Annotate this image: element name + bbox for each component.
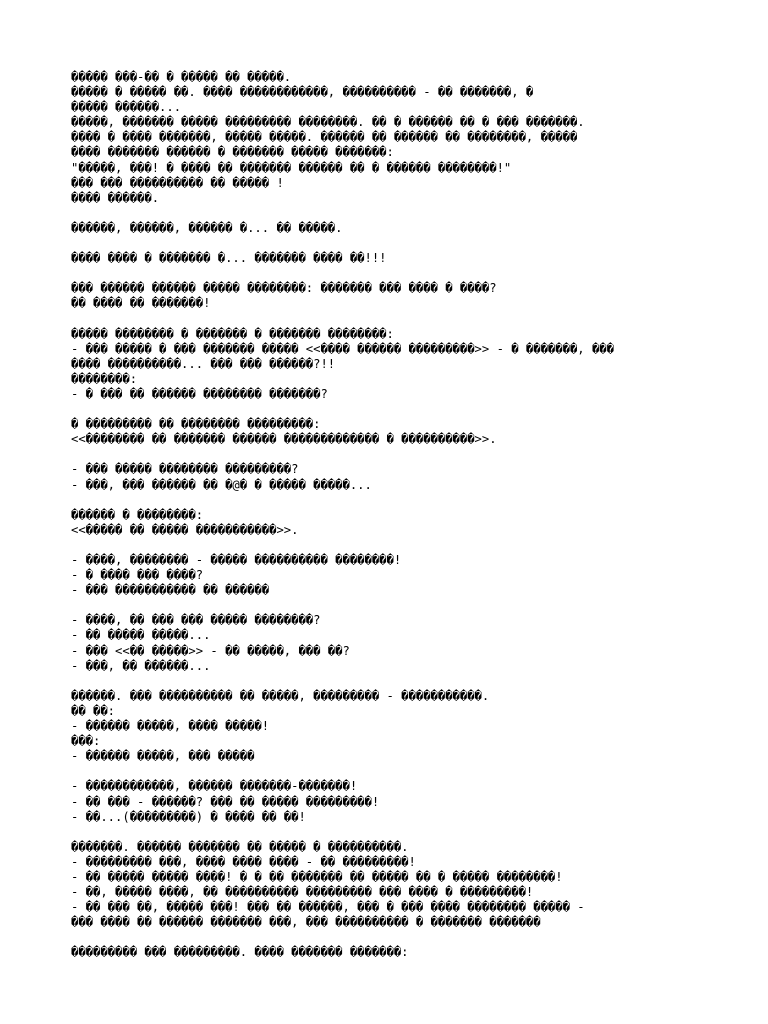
text-line: ��������� ��� ���������. ���� ������� �������: [71,945,409,960]
text-line: ������. ��� ���������� �� �����, ��������� - �����������. [71,688,490,703]
text-line: - �� ��� ��, ����� ���! ��� �� ������, ��� � ��� ���� �������� ����� - [71,900,585,915]
text-line: - �� ����� �����... [71,628,211,643]
text-line: - ����, �� ��� ��� ����� ��������? [71,613,321,628]
text-line: ���� � ���� �������, ����� �����. ������ �� ������ �� ��������, ����� [71,130,578,145]
text-line [71,206,614,221]
text-line [71,266,614,281]
text-line: - ���, �� ������... [71,658,211,673]
text-line [71,493,614,508]
text-line: ��������: [71,371,138,386]
text-line: - ��� ����� � ��� ������� ����� <<���� ������ ���������>> - � �������, ��� [71,341,614,356]
document-body [71,70,614,961]
text-line: ���: [71,734,101,749]
text-line: <<�������� �� ������� ������ ������������� � ����������>>. [71,432,497,447]
text-line: ���� ������� ������ � ������� ����� �������: [71,145,394,160]
text-line: ��� ���� �� ������ ������� ���, ��� ���������� � ������� ������� [71,915,541,930]
text-line: ������ � ��������: [71,507,204,522]
text-line: - ������ �����, ���� �����! [71,719,270,734]
text-line: - � ��� �� ������ �������� �������? [71,386,328,401]
text-line: � ��������� �� �������� ���������: [71,417,321,432]
text-line: ��� ��� ���������� �� ����� ! [71,175,284,190]
text-line: - ��� ����������� �� ������ [71,583,270,598]
text-line: - �� ����� ����� ����! � � �� ������� �� ����� �� � ����� ��������! [71,869,563,884]
text-line: "�����, ���! � ���� �� ������� ������ �� � ������ ��������!" [71,160,512,175]
text-line [71,930,614,945]
text-line [71,402,614,417]
text-line: - ��������� ���, ���� ���� ���� - �� ���������! [71,854,416,869]
text-line: �������. ������ ������� �� ����� � ����������. [71,839,409,854]
text-line: ���� ������. [71,190,160,205]
text-line: - ������ �����, ��� ����� [71,749,255,764]
text-line: �� ��: [71,703,116,718]
text-line: ���� ���� � ������� �... ������� ���� ��!!! [71,251,387,266]
text-line: �� ���� �� �������! [71,296,211,311]
text-line: ������, ������, ������ �... �� �����. [71,220,343,235]
text-line [71,538,614,553]
text-line [71,447,614,462]
text-line: - ��� ����� �������� ���������? [71,462,299,477]
text-line: ����� ���-�� � ����� �� �����. [71,70,292,84]
text-line [71,764,614,779]
text-line: - ����, �������� - ����� ���������� ��������! [71,553,402,567]
text-line: - �� ��� - ������? ��� �� ����� ���������! [71,794,380,809]
text-line [71,598,614,613]
text-line [71,674,614,689]
text-line: - ��� <<�� �����>> - �� �����, ��� ��? [71,643,350,658]
text-line: ���� ����������... ��� ��� ������?!! [71,356,336,371]
text-line: ����� �������� � ������� � ������� ��������: [71,326,394,341]
text-line [71,312,614,327]
text-line: ����� � ����� ��. ���� ������������, ���������� - �� �������, � [71,85,534,100]
text-line: <<����� �� ����� �����������>>. [71,522,299,537]
text-line: - ���, ��� ������ �� �@� � ����� �����... [71,477,372,492]
text-line: ��� ������ ������ ����� ��������: ������� ��� ���� � ����? [71,281,497,296]
text-line: - ��...(���������) � ���� �� ��! [71,809,306,824]
text-line [71,825,614,840]
text-line: - ��, ����� ����, �� ���������� ��������� ��� ���� � ���������! [71,885,534,900]
text-line: ����� ������... [71,100,182,115]
text-line [71,236,614,251]
text-line: - ������������, ������ �������-�������! [71,779,358,794]
text-line: �����, ������� ����� ��������� ��������. �� � ������ �� � ��� �������. [71,115,585,130]
text-line: - � ���� ��� ����? [71,568,204,583]
